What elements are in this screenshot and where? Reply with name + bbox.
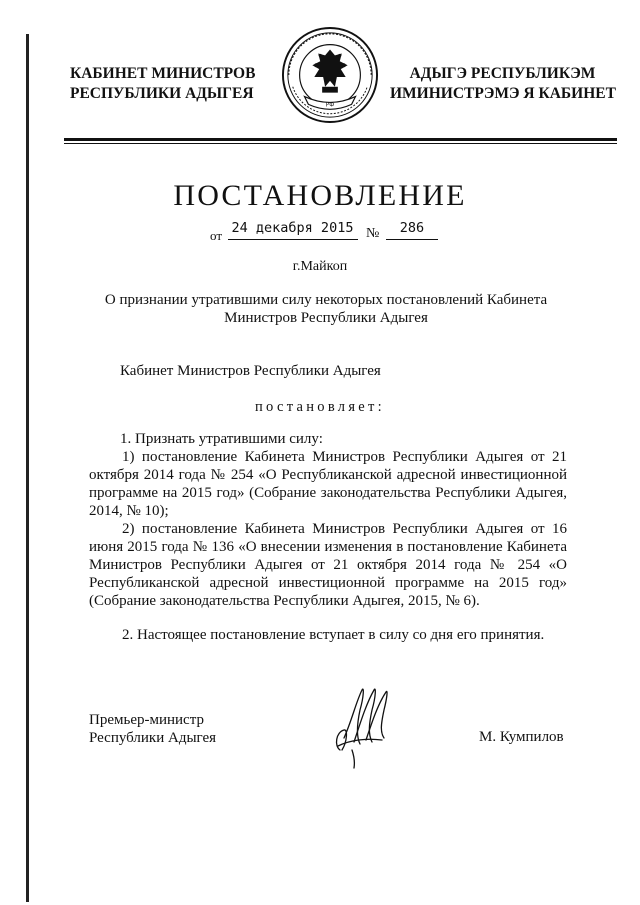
signatory-position [89, 711, 216, 747]
position-line-2: Республики Адыгея [89, 730, 217, 746]
date-underline [228, 239, 358, 240]
item-1-1-line-3: программе на 2015 год» (Собрание законодательства Республики Адыгея, [89, 485, 567, 501]
item-1-2-line-5: (Собрание законодательства Республики Адыгея, 2015, № 6). [89, 593, 480, 609]
number-underline [386, 239, 438, 240]
handwritten-signature-icon [330, 680, 394, 770]
issue-line [210, 220, 450, 244]
item-1-1-line-1: 1) постановление Кабинета Министров Республики Адыгея от 21 [122, 449, 567, 465]
item-1-1-line-2: октября 2014 года № 254 «О Республиканской адресной инвестиционной [89, 467, 567, 483]
position-line-1: Премьер-министр [89, 712, 204, 728]
number-label: № [366, 226, 380, 241]
item-1-intro: 1. Признать утратившими силу: [120, 431, 323, 447]
scan-edge-line [26, 34, 29, 902]
item-1-2-line-1: 2) постановление Кабинета Министров Республики Адыгея от 16 [122, 521, 567, 537]
item-1-2-line-3: Министров Республики Адыгея от 21 октября 2014 года № 254 «О [89, 557, 567, 573]
from-label: от [210, 228, 223, 243]
svg-text:РФ: РФ [325, 102, 335, 109]
preamble: Кабинет Министров Республики Адыгея [120, 363, 381, 379]
item-1-2-line-2: июня 2015 года № 136 «О внесении изменения в постановление Кабинета [89, 539, 567, 555]
city: г.Майкоп [292, 259, 348, 274]
header-left-line-1: КАБИНЕТ МИНИСТРОВ [70, 65, 256, 82]
header-rule-thin [64, 143, 617, 144]
header-adyghe [390, 64, 615, 104]
resolves-label: постановляет: [254, 399, 386, 415]
signatory-name: М. Кумпилов [479, 729, 564, 745]
coat-of-arms-icon [281, 26, 379, 124]
header-right-line-2: ИМИНИСТРЭМЭ Я КАБИНЕТ [390, 85, 616, 102]
issue-number: 286 [399, 220, 425, 236]
header-right-line-1: АДЫГЭ РЕСПУБЛИКЭМ [409, 65, 596, 82]
item-1-1-line-4: 2014, № 10); [89, 503, 169, 519]
item-1-2-line-4: Республиканской адресной инвестиционной программе на 2015 год» [89, 575, 567, 591]
header-russian [70, 64, 256, 104]
header-rule-thick [64, 138, 617, 141]
issue-date: 24 декабря 2015 [231, 220, 354, 236]
item-2: 2. Настоящее постановление вступает в силу со дня его принятия. [122, 627, 545, 643]
document-subject: О признании утратившими силу некоторых постановлений Кабинета Министров Республики Адыгея [104, 292, 548, 326]
header-left-line-2: РЕСПУБЛИКИ АДЫГЕЯ [70, 85, 254, 102]
document-title: ПОСТАНОВЛЕНИЕ [173, 179, 467, 212]
